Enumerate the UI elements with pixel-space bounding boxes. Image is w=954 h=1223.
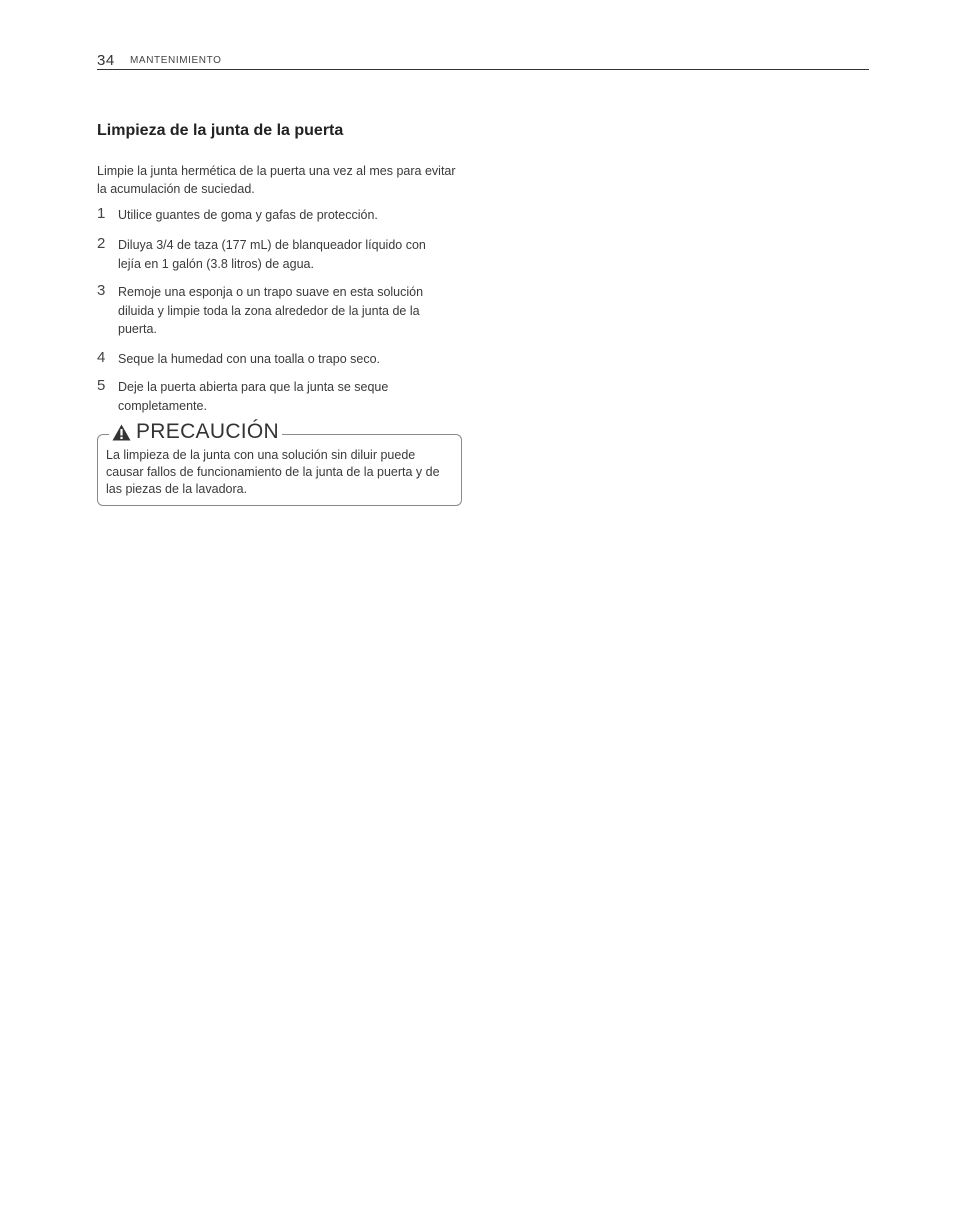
step-number: 3 [97, 282, 106, 299]
caution-box [97, 420, 462, 506]
page-number: 34 [97, 52, 115, 69]
warning-triangle-icon [112, 424, 131, 441]
step-text: Seque la humedad con una toalla o trapo seco. [118, 352, 380, 366]
section-title: Limpieza de la junta de la puerta [97, 122, 344, 139]
step-number: 2 [97, 235, 106, 252]
intro-paragraph: Limpie la junta hermética de la puerta una vez al mes para evitar la acumulación de suciedad. [97, 164, 456, 196]
caution-text: La limpieza de la junta con una solución sin diluir puede causar fallos de funcionamiento de la junta de la puerta y de las piezas de la lavadora. [106, 448, 440, 496]
step-number: 1 [97, 205, 106, 222]
step-text: Deje la puerta abierta para que la junta se seque completamente. [118, 380, 389, 413]
step-text: Remoje una esponja o un trapo suave en esta solución diluida y limpie toda la zona alrededor de la junta de la puerta. [118, 285, 424, 336]
step-text: Diluya 3/4 de taza (177 mL) de blanqueador líquido con lejía en 1 galón (3.8 litros) de agua. [118, 238, 426, 271]
step-number: 4 [97, 349, 106, 366]
step-number: 5 [97, 377, 106, 394]
step-text: Utilice guantes de goma y gafas de protección. [118, 208, 378, 222]
page-header [97, 50, 869, 70]
header-section-label: MANTENIMIENTO [130, 55, 222, 66]
caution-header [109, 420, 282, 444]
caution-title: PRECAUCIÓN [136, 420, 280, 443]
